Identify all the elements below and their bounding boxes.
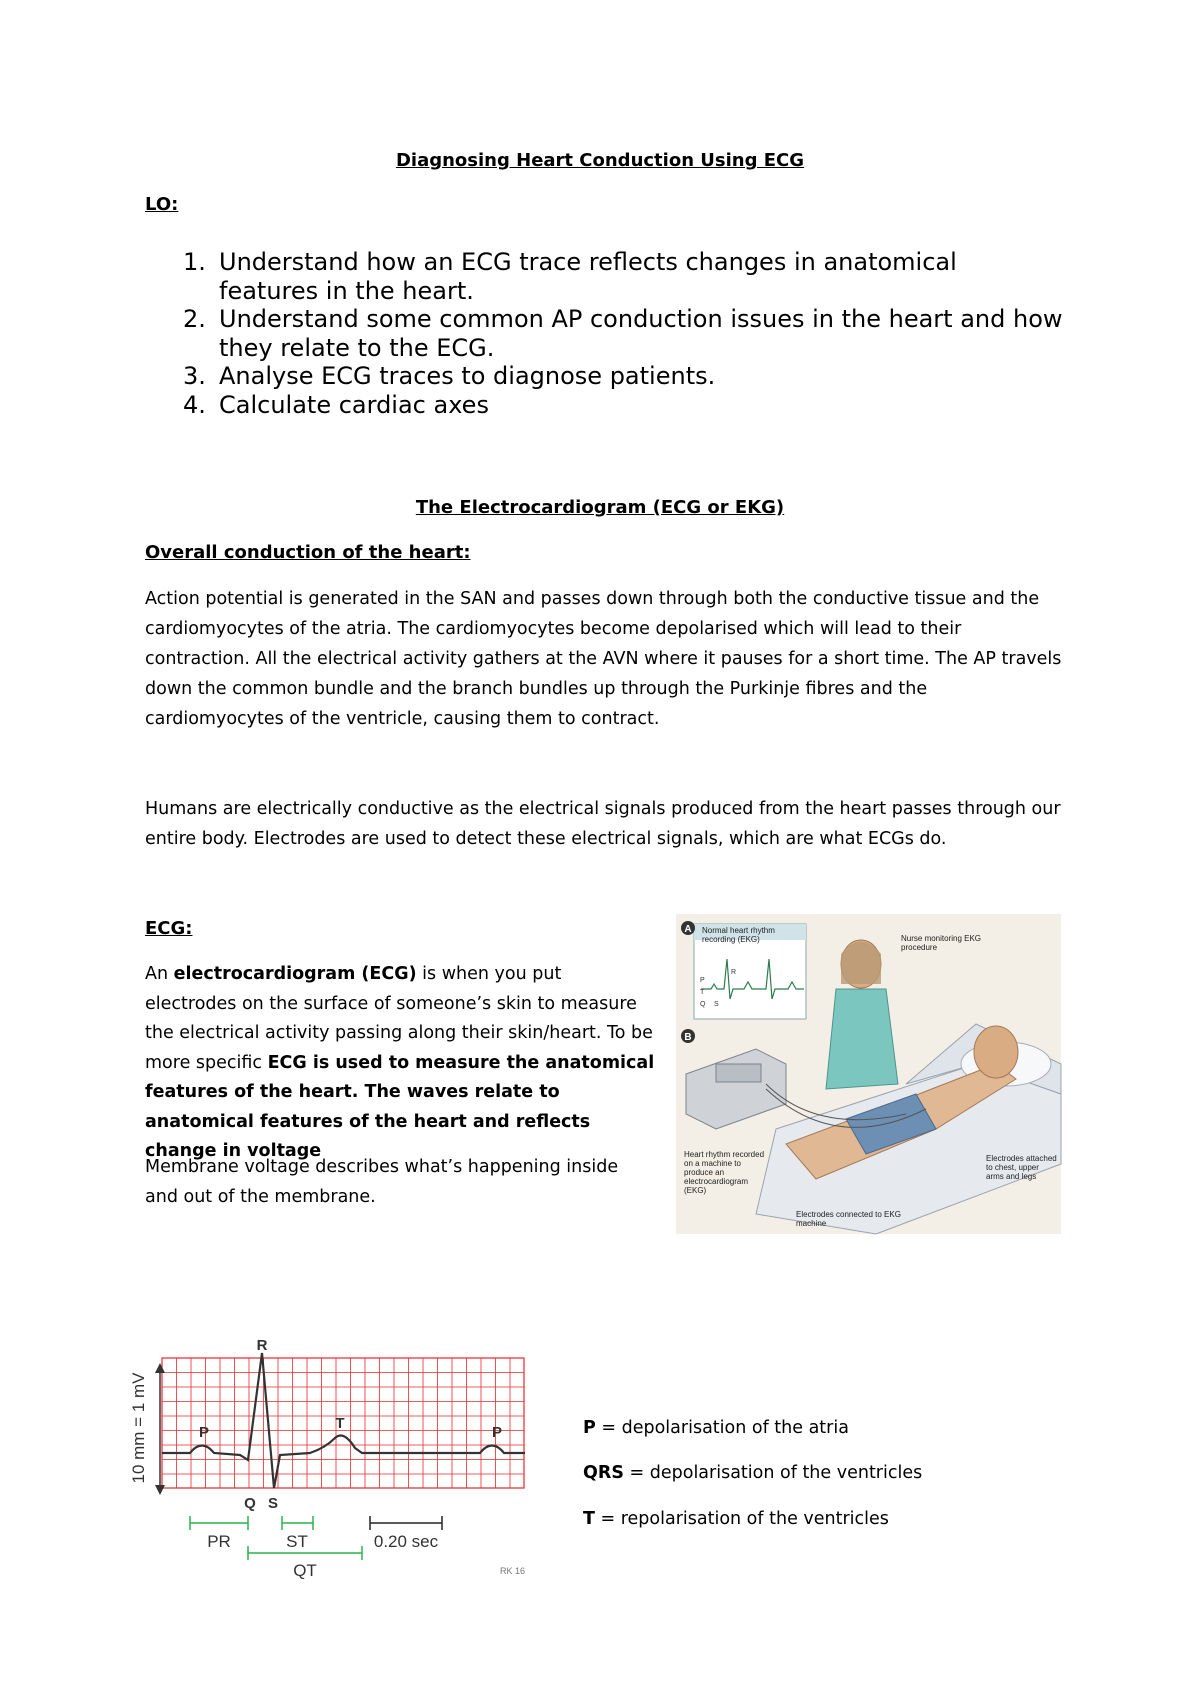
- list-number: 4.: [183, 390, 206, 419]
- humans-paragraph: Humans are electrically conductive as the electrical signals produced from the heart passes through our entire body. Electrodes are used to detect these electrical signals, which are what ECGs do.: [145, 799, 1061, 849]
- legend-term: QRS: [583, 1463, 624, 1483]
- inset-q: Q: [700, 1001, 706, 1008]
- list-number: 2.: [183, 305, 206, 333]
- list-item: [183, 362, 1063, 391]
- ecg-procedure-illustration: [676, 914, 1061, 1234]
- list-item: [183, 305, 1063, 362]
- section-title: The Electrocardiogram (ECG or EKG): [415, 497, 785, 518]
- inset-r: R: [731, 969, 737, 976]
- legend-definition: = depolarisation of the ventricles: [623, 1463, 923, 1483]
- ecg-heading: ECG:: [145, 918, 193, 939]
- legend-term: P: [583, 1418, 596, 1438]
- list-number: 1.: [183, 248, 206, 276]
- list-number: 3.: [183, 362, 206, 390]
- learning-objectives-list: [183, 248, 1063, 419]
- legend-t: [583, 1509, 889, 1529]
- legend-definition: = depolarisation of the atria: [595, 1418, 849, 1438]
- list-text: Calculate cardiac axes: [219, 390, 489, 419]
- s-label: S: [267, 1495, 279, 1512]
- nurse-label: Nurse monitoring EKG procedure: [901, 934, 982, 952]
- electrodes-chest-label: Electrodes attached to chest, upper arms and legs: [986, 1154, 1057, 1181]
- machine-label: Heart rhythm recorded on a machine to produce an electrocardiogram (EKG): [684, 1150, 765, 1195]
- rhythm-label: Normal heart rhythm recording (EKG): [702, 926, 775, 944]
- r-label: R: [256, 1337, 268, 1354]
- ecg-paragraph: [145, 960, 655, 1167]
- legend-definition: = repolarisation of the ventricles: [594, 1509, 889, 1529]
- list-item: [183, 391, 1063, 420]
- q-label: Q: [244, 1495, 256, 1512]
- membrane-paragraph: Membrane voltage describes what’s happening inside and out of the membrane.: [145, 1157, 619, 1207]
- t-label: T: [335, 1415, 345, 1432]
- lo-heading: LO:: [145, 194, 179, 215]
- time-label: 0.20 sec: [373, 1532, 439, 1551]
- inset-t: T: [700, 989, 705, 996]
- inset-p: P: [700, 977, 705, 984]
- ecg-waveform-diagram: [129, 1337, 580, 1618]
- text-run: is when you put electrodes on the surface of someone’s skin to measure the electrical activity passing along their skin/heart. To be more specific: [145, 964, 653, 1073]
- list-text: Understand how an ECG trace reflects changes in anatomical features in the heart.: [219, 248, 957, 305]
- label-a: A: [684, 924, 692, 935]
- legend-p: [583, 1418, 849, 1438]
- overall-heading: Overall conduction of the heart:: [145, 542, 471, 563]
- page-title: Diagnosing Heart Conduction Using ECG: [395, 150, 805, 171]
- y-arrow-head-bottom: [155, 1485, 165, 1495]
- y-axis-label: 10 mm = 1 mV: [129, 1372, 148, 1484]
- ecg-waveform-svg: [129, 1337, 580, 1618]
- p-label-2: P: [491, 1424, 503, 1441]
- list-text: Analyse ECG traces to diagnose patients.: [219, 362, 716, 390]
- list-item: [183, 248, 1063, 305]
- list-text: Understand some common AP conduction issues in the heart and how they relate to the ECG.: [219, 305, 1063, 362]
- pr-label: PR: [207, 1532, 231, 1551]
- bold-term: electrocardiogram (ECG): [173, 964, 417, 984]
- legend-qrs: [583, 1463, 922, 1483]
- qt-label: QT: [293, 1561, 317, 1580]
- st-label: ST: [286, 1532, 308, 1551]
- legend-term: T: [583, 1509, 595, 1529]
- p-label-1: P: [198, 1424, 210, 1441]
- text-run: An: [145, 964, 174, 984]
- bold-statement: ECG is used to measure the anatomical features of the heart. The waves relate to anatomical features of the heart and reflects change in voltage: [145, 1052, 655, 1161]
- inset-s: S: [714, 1001, 719, 1008]
- label-b: B: [684, 1032, 692, 1043]
- electrodes-connected-label: Electrodes connected to EKG machine: [796, 1210, 901, 1228]
- overall-paragraph: Action potential is generated in the SAN and passes down through both the conductive tissue and the cardiomyocytes of the atria. The cardiomyocytes become depolarised which will lead to their contraction. All the electrical activity gathers at the AVN where it pauses for a short time. The AP travels down the common bundle and the branch bundles up through the Purkinje fibres and the cardiomyocytes of the ventricle, causing them to contract.: [145, 589, 1062, 729]
- credit-label: RK 16: [499, 1566, 525, 1576]
